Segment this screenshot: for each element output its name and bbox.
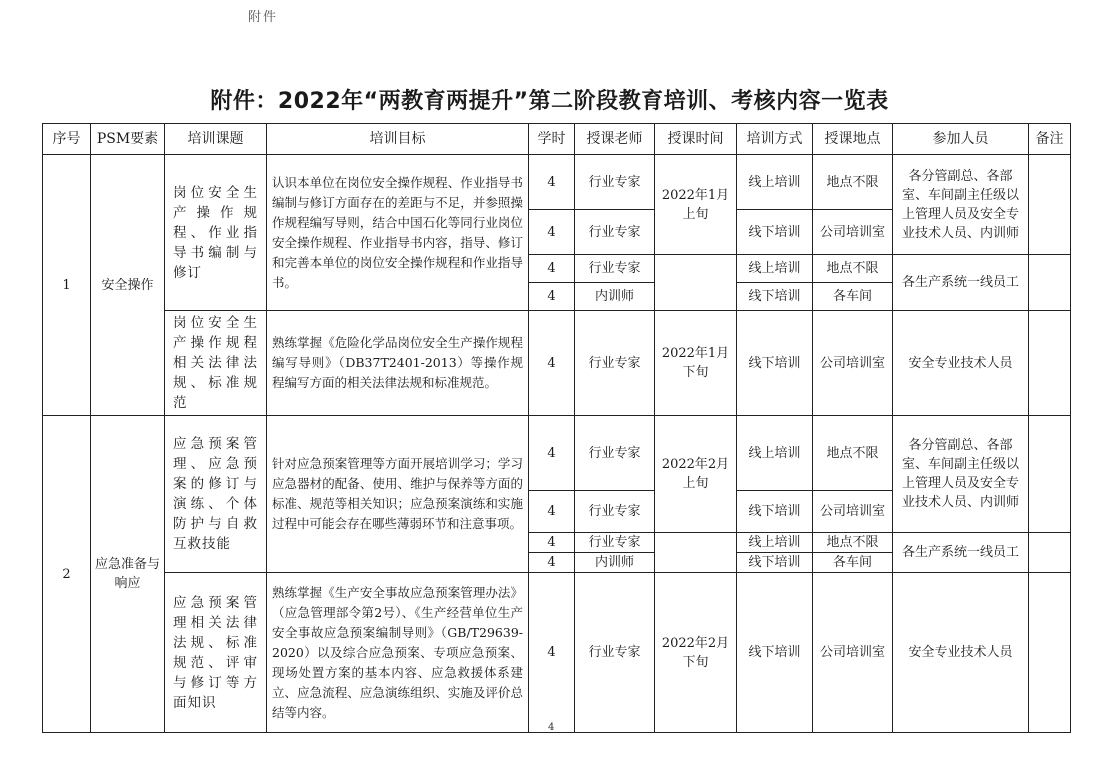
- table-row: [43, 311, 1071, 416]
- time-cell: 2022年1月上旬: [655, 155, 737, 255]
- teacher-cell: 行业专家: [575, 416, 655, 491]
- section-no: 2: [43, 416, 91, 733]
- psm-element: 安全操作: [91, 155, 165, 416]
- place-cell: 公司培训室: [813, 573, 893, 733]
- page-title: 附件：2022年“两教育两提升”第二阶段教育培训、考核内容一览表: [210, 89, 889, 114]
- place-cell: 地点不限: [813, 416, 893, 491]
- teacher-cell: 行业专家: [575, 573, 655, 733]
- table-row: [43, 573, 1071, 733]
- teacher-cell: 行业专家: [575, 533, 655, 553]
- place-cell: 地点不限: [813, 155, 893, 210]
- time-cell: 2022年2月下旬: [655, 573, 737, 733]
- col-header-mode: 培训方式: [737, 124, 813, 155]
- hours-cell: 4: [529, 311, 575, 416]
- training-table: [42, 123, 1071, 733]
- topic-title: 应急预案管理、应急预案的修订与演练、个体防护与自救互救技能: [165, 416, 267, 573]
- mode-cell: 线下培训: [737, 283, 813, 311]
- teacher-cell: 行业专家: [575, 491, 655, 533]
- mode-cell: 线上培训: [737, 255, 813, 283]
- mode-cell: 线下培训: [737, 553, 813, 573]
- mode-cell: 线下培训: [737, 491, 813, 533]
- col-header-psm: PSM要素: [91, 124, 165, 155]
- col-header-no: 序号: [43, 124, 91, 155]
- col-header-hours: 学时: [529, 124, 575, 155]
- topic-objective: 针对应急预案管理等方面开展培训学习；学习应急器材的配备、使用、维护与保养等方面的标准、规范等相关知识；应急预案演练和实施过程中可能会存在哪些薄弱环节和注意事项。: [267, 416, 529, 573]
- place-cell: 地点不限: [813, 533, 893, 553]
- hours-cell: 4: [529, 255, 575, 283]
- col-header-time: 授课时间: [655, 124, 737, 155]
- place-cell: 地点不限: [813, 255, 893, 283]
- table-row: [43, 155, 1071, 210]
- col-header-place: 授课地点: [813, 124, 893, 155]
- time-cell-empty: [655, 533, 737, 573]
- participants-cell: 安全专业技术人员: [893, 311, 1029, 416]
- teacher-cell: 行业专家: [575, 255, 655, 283]
- topic-title: 应急预案管理相关法律法规、标准规范、评审与修订等方面知识: [165, 573, 267, 733]
- col-header-teacher: 授课老师: [575, 124, 655, 155]
- mode-cell: 线上培训: [737, 155, 813, 210]
- mode-cell: 线下培训: [737, 573, 813, 733]
- topic-objective: 熟练掌握《危险化学品岗位安全生产操作规程编写导则》（DB37T2401-2013）等操作规程编写方面的相关法律法规和标准规范。: [267, 311, 529, 416]
- remarks-cell: [1029, 533, 1071, 573]
- hours-cell: 4: [529, 533, 575, 553]
- hours-cell: 4: [529, 155, 575, 210]
- time-cell-empty: [655, 255, 737, 311]
- participants-cell: 各生产系统一线员工: [893, 533, 1029, 573]
- topic-objective: 认识本单位在岗位安全操作规程、作业指导书编制与修订方面存在的差距与不足，并参照操作规程编写导则，结合中国石化等同行业岗位安全操作规程、作业指导书内容，指导、修订和完善本单位的岗位安全操作规程和作业指导书。: [267, 155, 529, 311]
- mode-cell: 线下培训: [737, 311, 813, 416]
- hours-cell: 4: [529, 573, 575, 733]
- participants-cell: 各生产系统一线员工: [893, 255, 1029, 311]
- col-header-objective: 培训目标: [267, 124, 529, 155]
- place-cell: 公司培训室: [813, 311, 893, 416]
- teacher-cell: 内训师: [575, 283, 655, 311]
- participants-cell: 各分管副总、各部室、车间副主任级以上管理人员及安全专业技术人员、内训师: [893, 416, 1029, 533]
- time-cell: 2022年2月上旬: [655, 416, 737, 533]
- remarks-cell: [1029, 573, 1071, 733]
- page-number: 4: [548, 722, 555, 733]
- hours-cell: 4: [529, 283, 575, 311]
- place-cell: 各车间: [813, 283, 893, 311]
- col-header-topic: 培训课题: [165, 124, 267, 155]
- hours-cell: 4: [529, 553, 575, 573]
- remarks-cell: [1029, 255, 1071, 311]
- col-header-remarks: 备注: [1029, 124, 1071, 155]
- time-cell: 2022年1月下旬: [655, 311, 737, 416]
- topic-title: 岗位安全生产操作规程、作业指导书编制与修订: [165, 155, 267, 311]
- participants-cell: 安全专业技术人员: [893, 573, 1029, 733]
- hours-cell: 4: [529, 210, 575, 255]
- psm-element: 应急准备与响应: [91, 416, 165, 733]
- mode-cell: 线上培训: [737, 533, 813, 553]
- table-row: [43, 416, 1071, 491]
- place-cell: 公司培训室: [813, 210, 893, 255]
- teacher-cell: 行业专家: [575, 155, 655, 210]
- teacher-cell: 行业专家: [575, 311, 655, 416]
- topic-objective: 熟练掌握《生产安全事故应急预案管理办法》（应急管理部令第2号）、《生产经营单位生产安全事故应急预案编制导则》（GB/T29639-2020）以及综合应急预案、专项应急预案、现场处置方案的基本内容、应急救援体系建立、应急流程、应急演练组织、实施及评价总结等内容。: [267, 573, 529, 733]
- mode-cell: 线下培训: [737, 210, 813, 255]
- remarks-cell: [1029, 155, 1071, 255]
- place-cell: 公司培训室: [813, 491, 893, 533]
- teacher-cell: 行业专家: [575, 210, 655, 255]
- place-cell: 各车间: [813, 553, 893, 573]
- topic-title: 岗位安全生产操作规程相关法律法规、标准规范: [165, 311, 267, 416]
- mode-cell: 线上培训: [737, 416, 813, 491]
- remarks-cell: [1029, 416, 1071, 533]
- col-header-participants: 参加人员: [893, 124, 1029, 155]
- header-mark: 附件: [248, 10, 279, 25]
- table-header-row: [43, 124, 1071, 155]
- remarks-cell: [1029, 311, 1071, 416]
- hours-cell: 4: [529, 416, 575, 491]
- teacher-cell: 内训师: [575, 553, 655, 573]
- hours-cell: 4: [529, 491, 575, 533]
- participants-cell: 各分管副总、各部室、车间副主任级以上管理人员及安全专业技术人员、内训师: [893, 155, 1029, 255]
- section-no: 1: [43, 155, 91, 416]
